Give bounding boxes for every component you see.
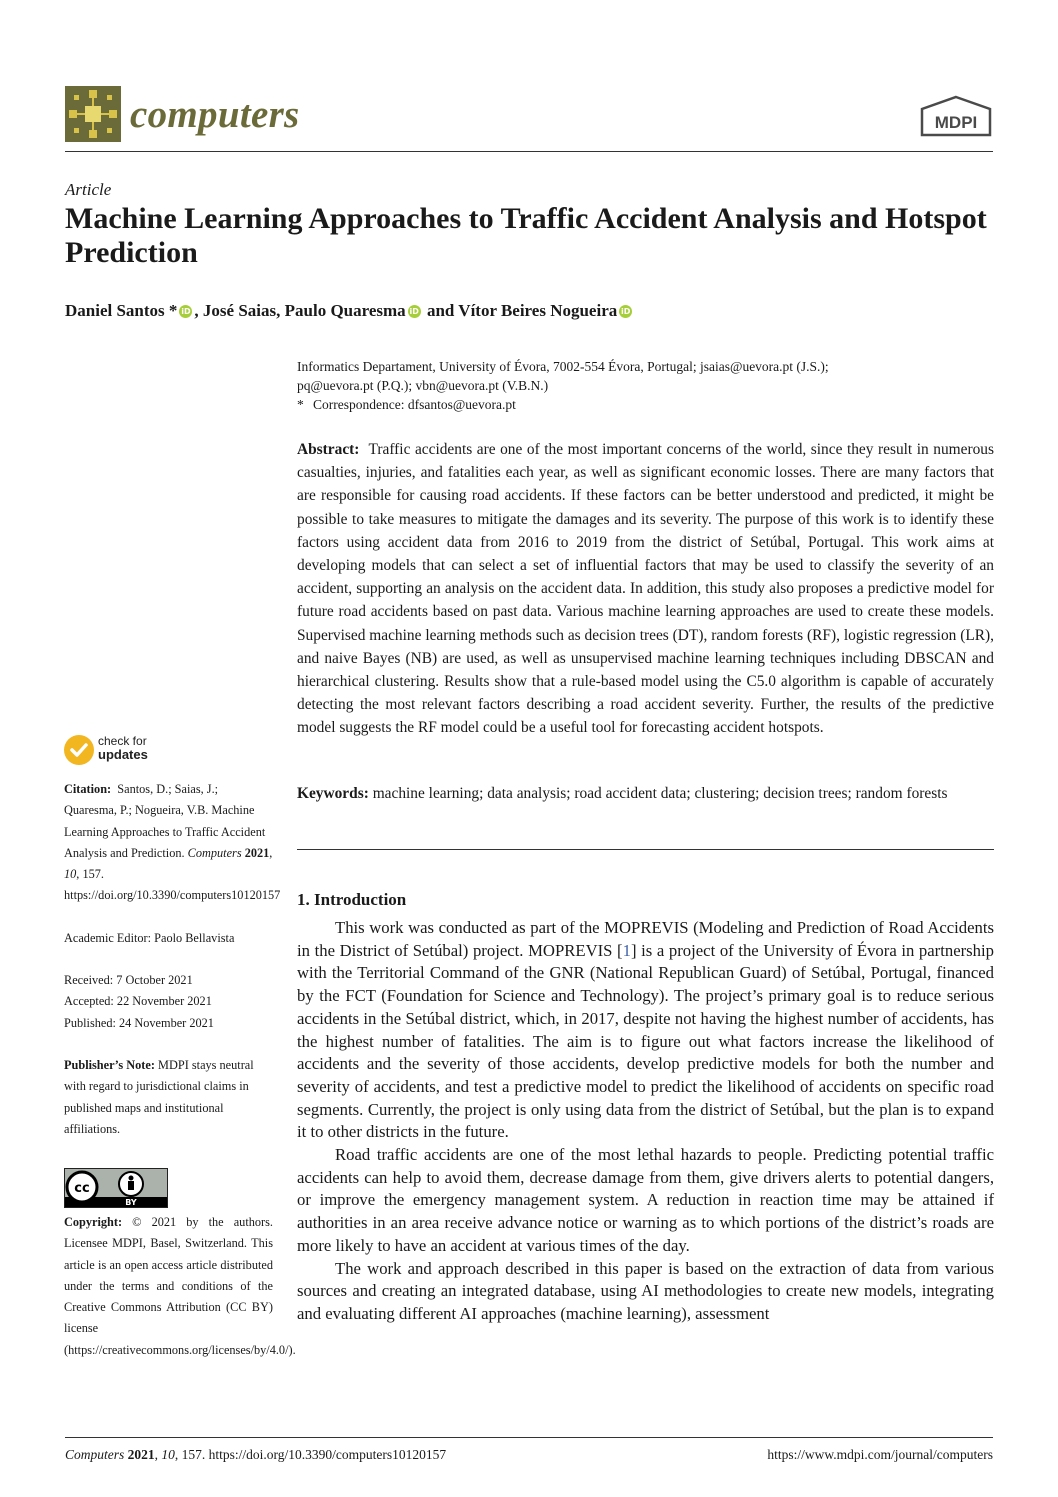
checkmark-icon [64,735,94,765]
paragraph [297,917,994,1144]
keywords-label: Keywords: [297,785,369,802]
author-nogueira: and Vítor Beires Nogueira [422,301,618,320]
orcid-icon[interactable]: iD [409,307,419,316]
keywords [297,782,994,805]
correspondence-marker: * [297,397,304,412]
accepted-date: Accepted: 22 November 2021 [64,994,212,1009]
journal-logo-icon [65,86,121,142]
footer-journal: Computers [65,1447,125,1462]
citation-year: 2021 [244,845,270,860]
updates-label: updates [98,747,148,762]
citation: Citation: Santos, D.; Saias, J.; Quaresma, P.; Nogueira, V.B. Machine Learning Approaches to Traffic Accident Analysis and Prediction. Computers 2021, 10, 157. https://doi.org/10.3390/computers10120157 [64,782,281,903]
header-divider [65,151,993,152]
body-text [297,917,994,1326]
paragraph: Road traffic accidents are one of the most lethal hazards to people. Predicting potential traffic accidents can help to avoid them, decrease damage from them, give drivers alerts to potential dangers, or improve the emergency management system. A reduction in reaction time may be attained if authorities in an area receive advance notice or warning as to which portions of the district’s roads are more likely to have an accident at various times of the day. [297,1145,994,1255]
cc-text: cc [74,1181,90,1196]
check-label: check for [98,734,147,748]
copyright-block [64,1212,296,1361]
footer-year: 2021 [127,1447,155,1462]
cc-by-icon [65,1169,167,1207]
author-list [65,301,634,321]
article-title: Machine Learning Approaches to Traffic Accident Analysis and Hotspot Prediction [65,202,987,269]
author-saias-quaresma: , José Saias, Paulo Quaresma [194,301,406,320]
author-santos: Daniel Santos * [65,301,178,320]
orcid-icon[interactable]: iD [181,307,191,316]
footer-volume: 10 [161,1447,175,1462]
cc-by-license-badge[interactable] [64,1168,168,1208]
publisher-name: MDPI [934,113,978,132]
paragraph: The work and approach described in this paper is based on the extraction of data from various sources and creating an integrated database, using AI methodologies to create new models, integrating and evaluating different AI approaches (machine learning), assessment [297,1258,994,1323]
abstract-label: Abstract: [297,441,360,458]
abstract [297,438,994,740]
correspondence-email: Correspondence: dfsantos@uevora.pt [313,397,516,412]
orcid-icon[interactable]: iD [621,307,631,316]
footer-citation: Computers 2021, 10, 157. https://doi.org/10.3390/computers10120157 [65,1447,447,1462]
publisher-note-text: MDPI stays neutral with regard to jurisdictional claims in published maps and institutional affiliations. [64,1057,254,1136]
academic-editor: Academic Editor: Paolo Bellavista [64,930,235,945]
citation-volume: 10 [64,867,77,882]
mdpi-logo [920,95,992,137]
check-for-updates-button[interactable] [64,733,174,769]
published-date: Published: 24 November 2021 [64,1015,214,1030]
footer-divider [65,1437,993,1438]
publisher-note-label: Publisher’s Note: [64,1057,155,1072]
citation-journal: Computers [187,845,242,860]
affiliation-line: pq@uevora.pt (P.Q.); vbn@uevora.pt (V.B.N.) [297,378,549,393]
section-heading: 1. Introduction [297,890,407,909]
mdpi-logo-icon [920,95,992,137]
copyright-label: Copyright: [64,1215,123,1229]
journal-name: computers [130,93,300,136]
by-text: BY [125,1198,137,1207]
affiliations [297,357,997,414]
article-type: Article [65,180,112,199]
received-date: Received: 7 October 2021 [64,973,193,988]
citation-doi[interactable]: , 157. https://doi.org/10.3390/computers10120157 [64,867,281,903]
reference-link[interactable]: 1 [622,940,631,960]
publisher-note [64,1055,273,1140]
citation-label: Citation: [64,782,112,796]
citation-text: Santos, D.; Saias, J.; Quaresma, P.; Nogueira, V.B. Machine Learning Approaches to Traffic Accident Analysis and Prediction. [64,782,266,860]
keywords-text: machine learning; data analysis; road accident data; clustering; decision trees; random forests [372,785,948,802]
copyright-text: © 2021 by the authors. Licensee MDPI, Basel, Switzerland. This article is an open access article distributed under the terms and conditions of the Creative Commons Attribution (CC BY) license (https://creativecommons.org/licenses/by/4.0/). [64,1215,296,1357]
journal-url-link[interactable]: https://www.mdpi.com/journal/computers [767,1447,993,1462]
paragraph-text: This work was conducted as part of the MOPREVIS (Modeling and Prediction of Road Accidents in the District of Setúbal) project. MOPREVIS [ [297,918,994,960]
copyright [64,1212,296,1361]
affiliation-line: Informatics Departament, University of Évora, 7002-554 Évora, Portugal; jsaias@uevora.pt (J.S.); [297,359,829,374]
section-divider [297,849,994,850]
footer-doi-link[interactable]: , 157. https://doi.org/10.3390/computers10120157 [174,1447,447,1462]
correspondence [297,395,997,414]
abstract-text: Traffic accidents are one of the most important concerns of the world, since they result in numerous casualties, injuries, and fatalities each year, as well as significant economic losses. There are many factors that are responsible for causing road accidents. If these factors can be better understood and predicted, it might be possible to take measures to mitigate the damages and its severity. The purpose of this work is to identify these factors using accident data from 2016 to 2019 from the district of Setúbal, Portugal. This work aims at developing models that can select a set of influential factors that may be used to classify the severity of an accident, supporting an analysis on the accident data. In addition, this study also proposes a predictive model for future road accidents based on past data. Various machine learning approaches are used to create these models. Supervised machine learning methods such as decision trees (DT), random forests (RF), logistic regression (LR), and naive Bayes (NB) are used, as well as unsupervised machine learning techniques including DBSCAN and hierarchical clustering. Results show that a rule-based model using the C5.0 algorithm is capable of accurately detecting the most relevant factors describing a road accident severity. Further, the results of the predictive model suggests the RF model could be a useful tool for forecasting accident hotspots. [297,441,994,737]
paragraph-text: ] is a project of the University of Évora in partnership with the Territorial Command of the GNR (National Republican Guard) of Setúbal, Portugal, financed by the FCT (Foundation for Science and Technology). The project’s primary goal is to reduce serious accidents in the Setúbal district, which, in 2017, despite not having the highest number of accidents, has the highest number of fatalities. The aim is to figure out what factors increase the likelihood of accidents and the severity of those accidents, develop predictive models for both the number and severity of accidents, and test a predictive model to predict the likelihood of accidents on specific road segments. Currently, the project is only using data from the district of Setúbal, but the plan is to expand it to other districts in the future. [297,940,994,1142]
sidebar [64,779,281,1161]
